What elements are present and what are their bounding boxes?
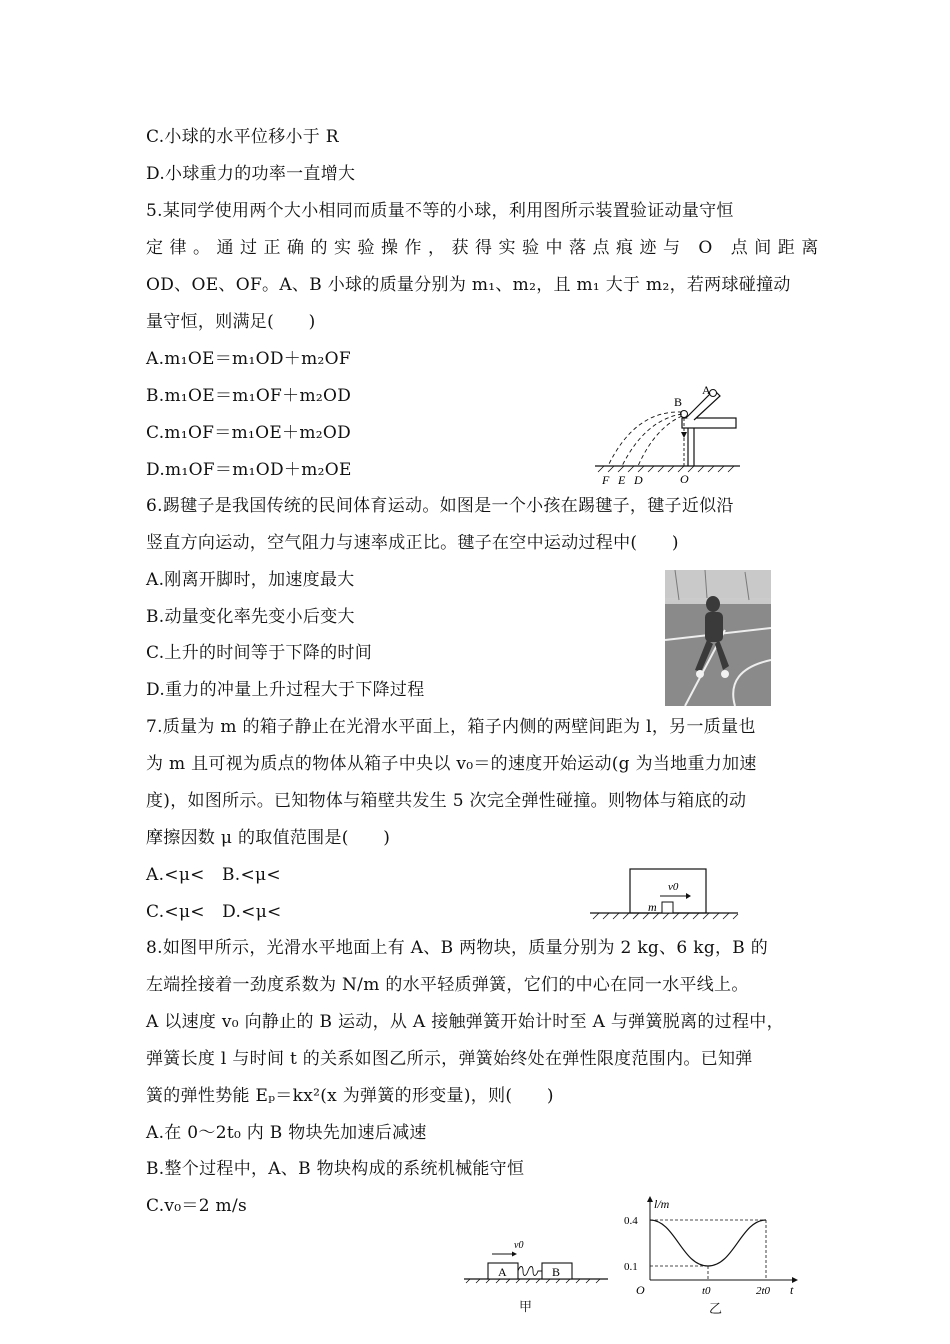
shuttlecock-photo xyxy=(665,570,771,706)
option-b: B.m₁OE＝m₁OF＋m₂OD xyxy=(146,386,352,406)
text-line: 左端拴接着一劲度系数为 N/m 的水平轻质弹簧，它们的中心在同一水平线上。 xyxy=(146,975,749,995)
text-line: 5.某同学使用两个大小相同而质量不等的小球，利用图所示装置验证动量守恒 xyxy=(146,201,734,221)
text-line: 为 m 且可视为质点的物体从箱子中央以 v₀＝的速度开始运动(g 为当地重力加速 xyxy=(146,754,757,774)
x-tick-t0: t0 xyxy=(702,1285,711,1297)
option-d: D.m₁OF＝m₁OD＋m₂OE xyxy=(146,460,352,480)
label-o: O xyxy=(680,472,689,486)
options-ab: A.<μ< B.<μ< xyxy=(146,865,281,885)
x-axis-label: t xyxy=(790,1283,794,1297)
caption-yi: 乙 xyxy=(709,1302,723,1317)
box-figure xyxy=(590,866,740,920)
collision-apparatus-figure xyxy=(590,380,750,490)
text-line: C.小球的水平位移小于 R xyxy=(146,127,339,147)
text-line: 8.如图甲所示，光滑水平地面上有 A、B 两物块，质量分别为 2 kg、6 kg，B 的 xyxy=(146,938,769,958)
option-d: D.重力的冲量上升过程大于下降过程 xyxy=(146,680,425,700)
option-b: B.动量变化率先变小后变大 xyxy=(146,607,355,627)
spring-length-graph xyxy=(620,1196,800,1300)
text-line: 定律。通过正确的实验操作，获得实验中落点痕迹与 O 点间距离 xyxy=(146,238,825,258)
label-b: B xyxy=(674,395,683,409)
label-m: m xyxy=(648,900,657,914)
caption-jia: 甲 xyxy=(519,1300,533,1315)
blocks-spring-figure xyxy=(462,1236,610,1284)
option-c: C.v₀＝2 m/s xyxy=(146,1196,248,1216)
option-a: A.在 0～2t₀ 内 B 物块先加速后减速 xyxy=(146,1123,427,1143)
text-line: 弹簧长度 l 与时间 t 的关系如图乙所示，弹簧始终处在弹性限度范围内。已知弹 xyxy=(146,1049,753,1069)
text-line: 竖直方向运动，空气阻力与速率成正比。毽子在空中运动过程中( ) xyxy=(146,533,679,553)
text-line: 7.质量为 m 的箱子静止在光滑水平面上，箱子内侧的两壁间距为 l，另一质量也 xyxy=(146,717,756,737)
text-line: 度)，如图所示。已知物体与箱壁共发生 5 次完全弹性碰撞。则物体与箱底的动 xyxy=(146,791,747,811)
origin-label: O xyxy=(636,1283,645,1297)
option-a: A.刚离开脚时，加速度最大 xyxy=(146,570,355,590)
text-line: 簧的弹性势能 Eₚ＝kx²(x 为弹簧的形变量)，则( ) xyxy=(146,1086,554,1106)
x-tick-2t0: 2t0 xyxy=(756,1285,771,1297)
y-tick-01: 0.1 xyxy=(624,1261,638,1273)
label-e: E xyxy=(618,473,626,487)
label-v0: v0 xyxy=(668,881,679,893)
label-a: A xyxy=(702,383,711,397)
text-line: A 以速度 v₀ 向静止的 B 运动，从 A 接触弹簧开始计时至 A 与弹簧脱离的过程中， xyxy=(146,1012,784,1032)
option-c: C.上升的时间等于下降的时间 xyxy=(146,643,373,663)
block-b-label: B xyxy=(552,1265,561,1279)
y-tick-04: 0.4 xyxy=(624,1215,638,1227)
text-line: 6.踢毽子是我国传统的民间体育运动。如图是一个小孩在踢毽子，毽子近似沿 xyxy=(146,496,734,516)
text-line: D.小球重力的功率一直增大 xyxy=(146,164,356,184)
y-axis-label: l/m xyxy=(654,1197,670,1211)
option-b: B.整个过程中，A、B 物块构成的系统机械能守恒 xyxy=(146,1159,525,1179)
label-d: D xyxy=(634,473,643,487)
options-cd: C.<μ< D.<μ< xyxy=(146,902,282,922)
text-line: 量守恒，则满足( ) xyxy=(146,312,316,332)
text-line: 摩擦因数 μ 的取值范围是( ) xyxy=(146,828,391,848)
option-a: A.m₁OE＝m₁OD＋m₂OF xyxy=(146,349,351,369)
label-f: F xyxy=(602,473,610,487)
v0-label: v0 xyxy=(514,1240,524,1251)
text-line: OD、OE、OF。A、B 小球的质量分别为 m₁、m₂，且 m₁ 大于 m₂，若两球碰撞动 xyxy=(146,275,791,295)
option-c: C.m₁OF＝m₁OE＋m₂OD xyxy=(146,423,352,443)
block-a-label: A xyxy=(498,1265,507,1279)
